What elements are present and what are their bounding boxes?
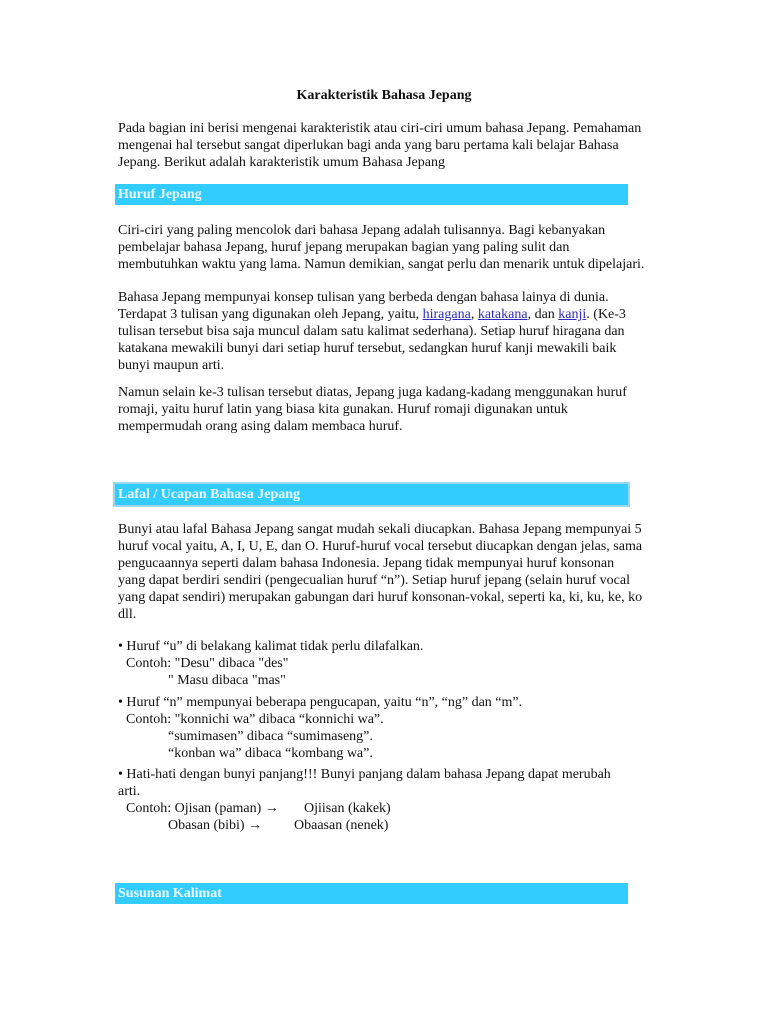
- example-line: Obaasan (nenek): [294, 818, 389, 833]
- section-heading-susunan-kalimat: Susunan Kalimat: [115, 883, 628, 904]
- example-line: “konban wa” dibaca “kombang wa”.: [168, 746, 373, 761]
- intro-line: mengenai hal tersebut sangat diperlukan bagi anda yang baru pertama kali belajar Bahasa: [118, 138, 619, 153]
- example-line: Contoh: Ojisan (paman) →: [126, 801, 279, 816]
- section-heading-huruf-jepang: Huruf Jepang: [115, 184, 628, 205]
- example-line: Contoh: "Desu" dibaca "des": [126, 656, 289, 671]
- paragraph-line: dll.: [118, 607, 137, 622]
- bullet-item: • Huruf “n” mempunyai beberapa pengucapan, yaitu “n”, “ng” dan “m”.: [118, 695, 523, 710]
- link-katakana[interactable]: katakana: [477, 307, 528, 322]
- paragraph-line: yang dapat berdiri sendiri (pengecualian huruf “n”). Setiap huruf jepang (selain huruf vocal: [118, 573, 630, 588]
- text: Terdapat 3 tulisan yang digunakan oleh Jepang, yaitu,: [118, 307, 423, 322]
- paragraph-line: membutuhkan waktu yang lama. Namun demikian, sangat perlu dan menarik untuk dipelajari.: [118, 257, 645, 272]
- example-line: Contoh: "konnichi wa” dibaca “konnichi wa”.: [126, 712, 384, 727]
- paragraph-line: Bahasa Jepang mempunyai konsep tulisan yang berbeda dengan bahasa lainya di dunia.: [118, 290, 609, 305]
- paragraph-line: pengucaannya seperti dalam bahasa Indonesia. Jepang tidak mempunyai huruf konsonan: [118, 556, 615, 571]
- paragraph-line: huruf vocal yaitu, A, I, U, E, dan O. Huruf-huruf vocal tersebut diucapkan dengan jelas, sama: [118, 539, 643, 554]
- text: ,: [470, 307, 478, 322]
- link-kanji[interactable]: kanji: [558, 307, 587, 322]
- example-line: " Masu dibaca "mas": [168, 673, 286, 688]
- bullet-item: • Huruf “u” di belakang kalimat tidak perlu dilafalkan.: [118, 639, 424, 654]
- intro-line: Pada bagian ini berisi mengenai karakteristik atau ciri-ciri umum bahasa Jepang. Pemahaman: [118, 121, 642, 136]
- paragraph-line: romaji, yaitu huruf latin yang biasa kita gunakan. Huruf romaji digunakan untuk: [118, 402, 568, 417]
- document-title: Karakteristik Bahasa Jepang: [296, 88, 472, 103]
- paragraph-line: pembelajar bahasa Jepang, huruf jepang merupakan bagian yang paling sulit dan: [118, 240, 570, 255]
- intro-line: Jepang. Berikut adalah karakteristik umum Bahasa Jepang: [118, 155, 445, 170]
- text: . (Ke-3: [586, 307, 626, 322]
- example-line: Obasan (bibi) →: [168, 818, 263, 833]
- section-heading-lafal: Lafal / Ucapan Bahasa Jepang: [115, 484, 628, 505]
- paragraph-line: bunyi maupun arti.: [118, 358, 225, 373]
- example-line: “sumimasen” dibaca “sumimaseng”.: [168, 729, 373, 744]
- paragraph-line: tulisan tersebut bisa saja muncul dalam satu kalimat sederhana). Setiap huruf hiragana dan: [118, 324, 625, 339]
- paragraph-line: mempermudah orang asing dalam membaca huruf.: [118, 419, 403, 434]
- text: , dan: [527, 307, 559, 322]
- bullet-item-continued: arti.: [118, 784, 141, 799]
- paragraph-line: Namun selain ke-3 tulisan tersebut diatas, Jepang juga kadang-kadang menggunakan huruf: [118, 385, 627, 400]
- bullet-item: • Hati-hati dengan bunyi panjang!!! Bunyi panjang dalam bahasa Jepang dapat merubah: [118, 767, 611, 782]
- paragraph-line-with-links: [118, 306, 626, 323]
- example-line: Ojiisan (kakek): [304, 801, 391, 816]
- link-hiragana[interactable]: hiragana: [422, 307, 471, 322]
- paragraph-line: katakana mewakili bunyi dari setiap huruf tersebut, sedangkan huruf kanji mewakili baik: [118, 341, 617, 356]
- paragraph-line: yang dapat sendiri) merupakan gabungan dari huruf konsonan-vokal, seperti ka, ki, ku, ke, ko: [118, 590, 643, 605]
- paragraph-line: Ciri-ciri yang paling mencolok dari bahasa Jepang adalah tulisannya. Bagi kebanyakan: [118, 223, 606, 238]
- paragraph-line: Bunyi atau lafal Bahasa Jepang sangat mudah sekali diucapkan. Bahasa Jepang mempunyai 5: [118, 522, 642, 537]
